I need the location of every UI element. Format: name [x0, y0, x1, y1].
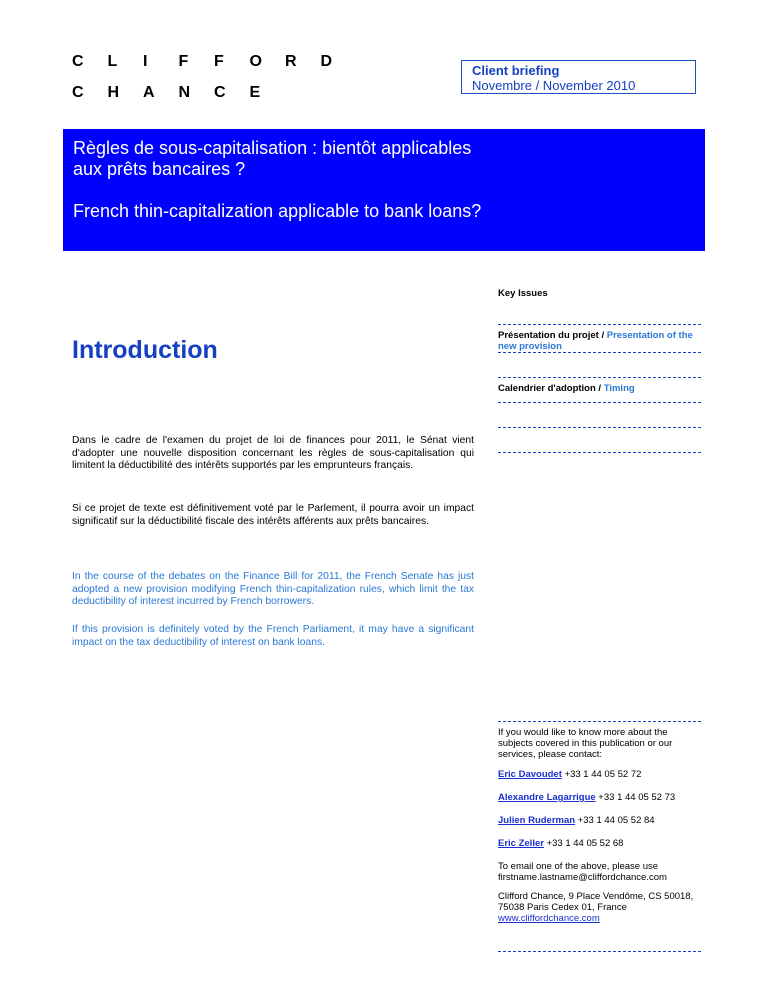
contact-entry — [498, 838, 703, 849]
contact-name-link[interactable]: Julien Ruderman — [498, 815, 576, 826]
contact-name-link[interactable]: Alexandre Lagarrigue — [498, 792, 596, 803]
divider — [498, 427, 701, 428]
logo-letter: I — [143, 53, 148, 70]
divider — [498, 324, 701, 325]
logo-letter: A — [143, 84, 155, 101]
address-text: Clifford Chance, 9 Place Vendôme, CS 50018, 75038 Paris Cedex 01, France — [498, 891, 694, 913]
intro-paragraph-en-1: In the course of the debates on the Finance Bill for 2011, the French Senate has just adopted a new provision modifying French thin-capitalization rules, which limit the tax deductibility of interest incurred by French borrowers. — [72, 571, 474, 607]
title-french: Règles de sous-capitalisation : bientôt applicables aux prêts bancaires ? — [73, 138, 472, 179]
briefing-type: Client briefing — [472, 63, 560, 78]
logo-letter: O — [249, 53, 262, 70]
key-issue-item — [498, 330, 708, 352]
intro-paragraph-fr-2: Si ce projet de texte est définitivement voté par le Parlement, il pourra avoir un impact significatif sur la déductibilité fiscale des intérêts afférents aux prêts bancaires. — [72, 503, 474, 527]
title-banner — [63, 129, 705, 251]
briefing-date: Novembre / November 2010 — [472, 78, 636, 93]
intro-paragraph-fr-1: Dans le cadre de l'examen du projet de loi de finances pour 2011, le Sénat vient d'adopter une nouvelle disposition concernant les règles de sous-capitalisation qui limitent la déductibilité des intérêts supportés par les emprunteurs français. — [72, 435, 474, 471]
key-issue-en: Presentation of the new provision — [498, 330, 693, 352]
website-link[interactable]: www.cliffordchance.com — [498, 913, 600, 924]
office-address — [498, 891, 703, 924]
key-issue-en: Timing — [603, 383, 635, 394]
logo-letter: L — [107, 53, 118, 70]
divider — [498, 352, 701, 353]
logo-letter: C — [72, 53, 84, 70]
logo-letter: C — [72, 84, 84, 101]
contact-intro: If you would like to know more about the subjects covered in this publication or our services, please contact: — [498, 727, 673, 760]
logo-letter: H — [107, 84, 120, 101]
title-english: French thin-capitalization applicable to bank loans? — [73, 201, 482, 221]
contact-phone: +33 1 44 05 52 72 — [561, 769, 642, 780]
contact-phone: +33 1 44 05 52 84 — [575, 815, 655, 826]
logo-letter: D — [320, 53, 333, 70]
contact-phone: +33 1 44 05 52 73 — [595, 792, 676, 803]
logo-letter: F — [214, 53, 224, 70]
divider — [498, 402, 701, 403]
divider — [498, 452, 701, 453]
introduction-heading: Introduction — [72, 336, 218, 364]
briefing-box — [461, 60, 696, 94]
logo-line-clifford — [72, 53, 356, 71]
logo-letter: N — [178, 84, 191, 101]
contact-entry — [498, 792, 703, 803]
key-issues-heading: Key Issues — [498, 288, 548, 299]
contact-entry — [498, 815, 703, 826]
divider — [498, 377, 701, 378]
key-issue-fr: Calendrier d'adoption / — [498, 383, 604, 394]
logo-letter: C — [214, 84, 226, 101]
contact-phone: +33 1 44 05 52 68 — [543, 838, 624, 849]
logo-letter: F — [178, 53, 189, 70]
logo-letter: R — [285, 53, 297, 70]
key-issue-fr: Présentation du projet / — [498, 330, 607, 341]
logo-line-chance — [72, 84, 285, 102]
divider — [498, 951, 701, 952]
contact-entry — [498, 769, 703, 780]
contact-name-link[interactable]: Eric Zeller — [498, 838, 544, 849]
divider — [498, 721, 701, 722]
contact-name-link[interactable]: Eric Davoudet — [498, 769, 562, 780]
key-issue-item — [498, 383, 708, 394]
email-note: To email one of the above, please use firstname.lastname@cliffordchance.com — [498, 861, 667, 883]
logo-letter: E — [249, 84, 261, 101]
intro-paragraph-en-2: If this provision is definitely voted by the French Parliament, it may have a significant impact on the tax deductibility of interest on bank loans. — [72, 624, 474, 648]
